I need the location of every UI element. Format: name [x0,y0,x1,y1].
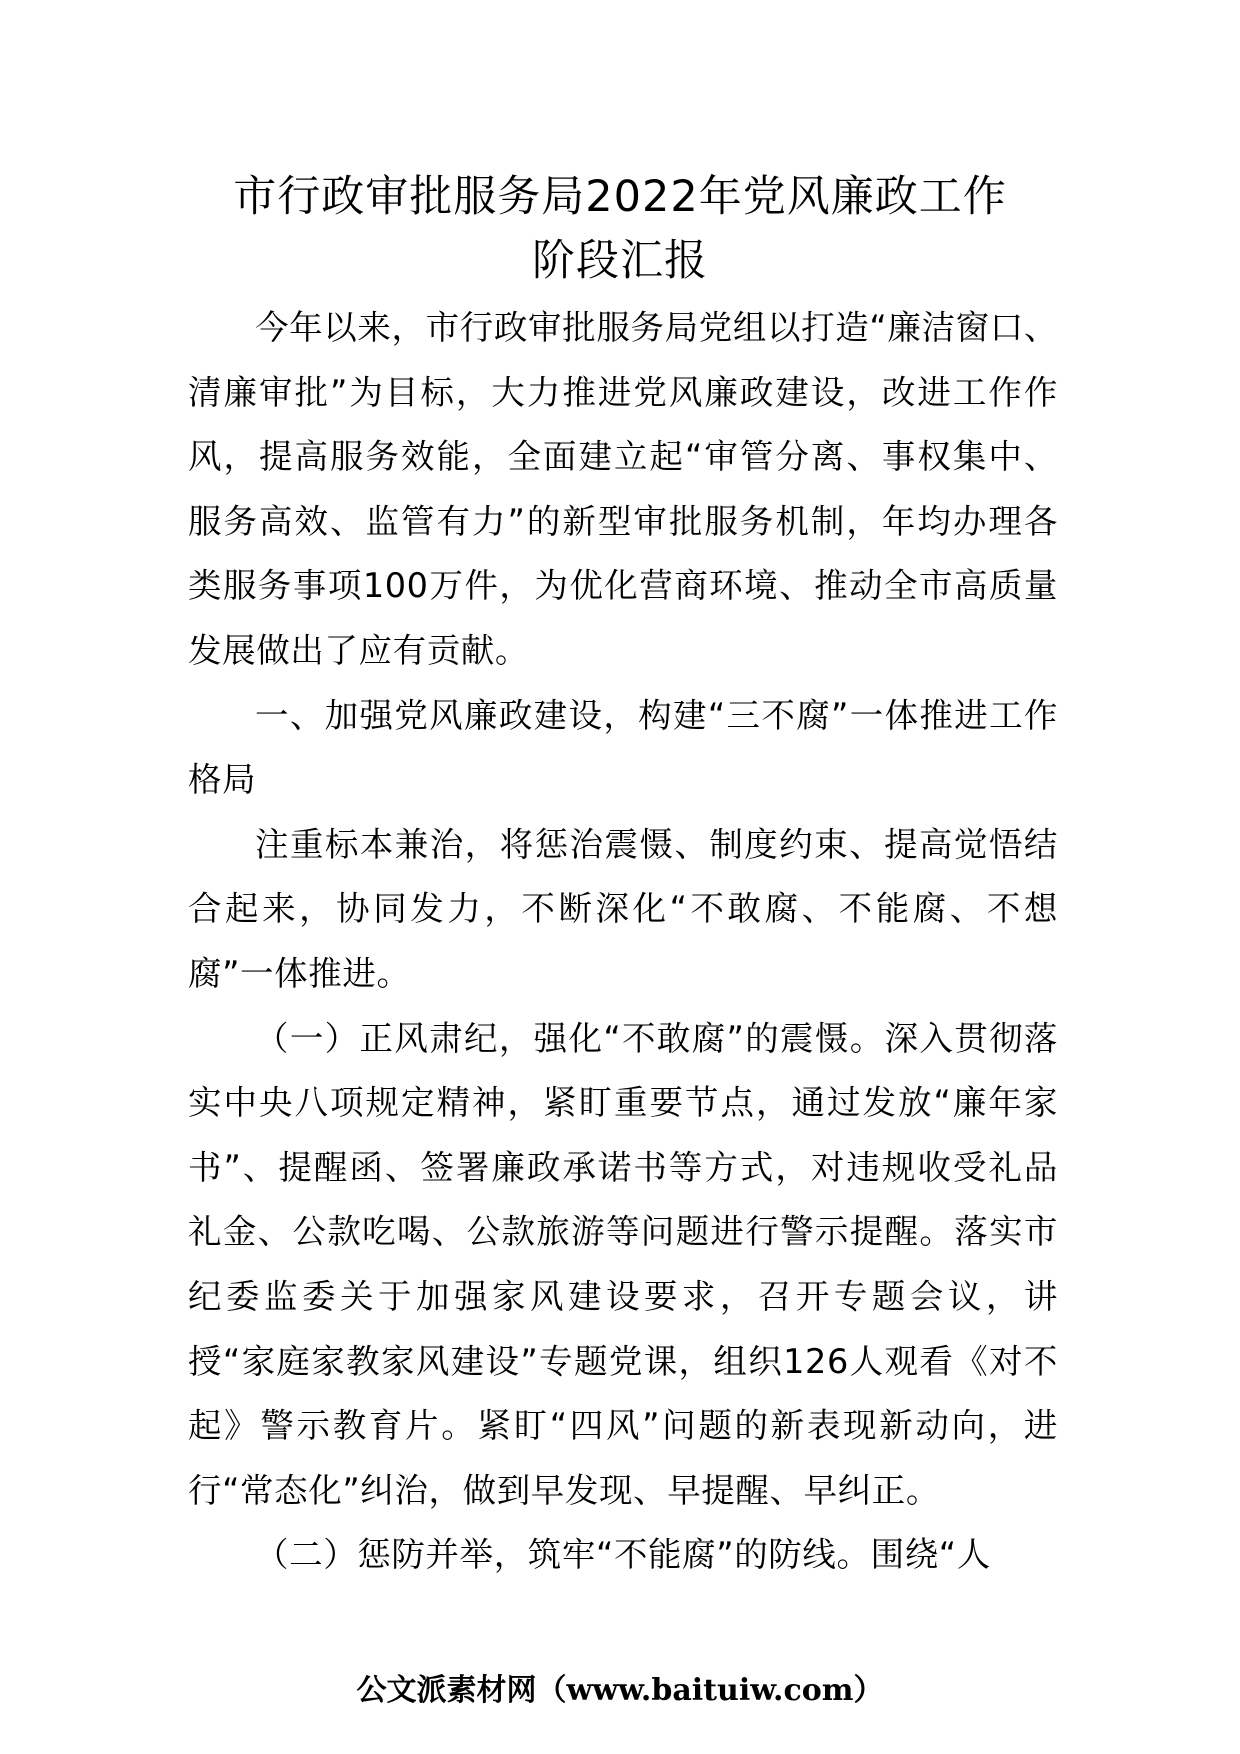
document-title-line-1: 市行政审批服务局2022年党风廉政工作 [233,172,1007,222]
footer-watermark: 公文派素材网（www.baituiw.com） [356,1673,884,1708]
paragraph-subsection-1: （一）正风肃纪，强化“不敢腐”的震慑。深入贯彻落实中央八项规定精神，紧盯重要节点，通过发放“廉年家书”、提醒函、签署廉政承诺书等方式，对违规收受礼品礼金、公款吃喝、公款旅游等问题进行警示提醒。落实市纪委监委关于加强家风建设要求，召开专题会议，讲授“家庭家教家风建设”专题党课，组织126人观看《对不起》警示教育片。紧盯“四风”问题的新表现新动向，进行“常态化”纠治，做到早发现、早提醒、早纠正。 [188,1018,1058,1510]
document-body [188,296,1058,1588]
paragraph-subsection-2: （二）惩防并举，筑牢“不能腐”的防线。围绕“人 [255,1535,991,1575]
paragraph-section-1-summary: 注重标本兼治，将惩治震慑、制度约束、提高觉悟结合起来，协同发力，不断深化“不敢腐、不能腐、不想腐”一体推进。 [188,824,1058,993]
document-title-line-2: 阶段汇报 [532,236,708,286]
section-heading-1: 一、加强党风廉政建设，构建“三不腐”一体推进工作格局 [188,695,1058,800]
paragraph-intro: 今年以来，市行政审批服务局党组以打造“廉洁窗口、清廉审批”为目标，大力推进党风廉政建设，改进工作作风，提高服务效能，全面建立起“审管分离、事权集中、服务高效、监管有力”的新型审批服务机制，年均办理各类服务事项100万件，为优化营商环境、推动全市高质量发展做出了应有贡献。 [188,308,1058,670]
